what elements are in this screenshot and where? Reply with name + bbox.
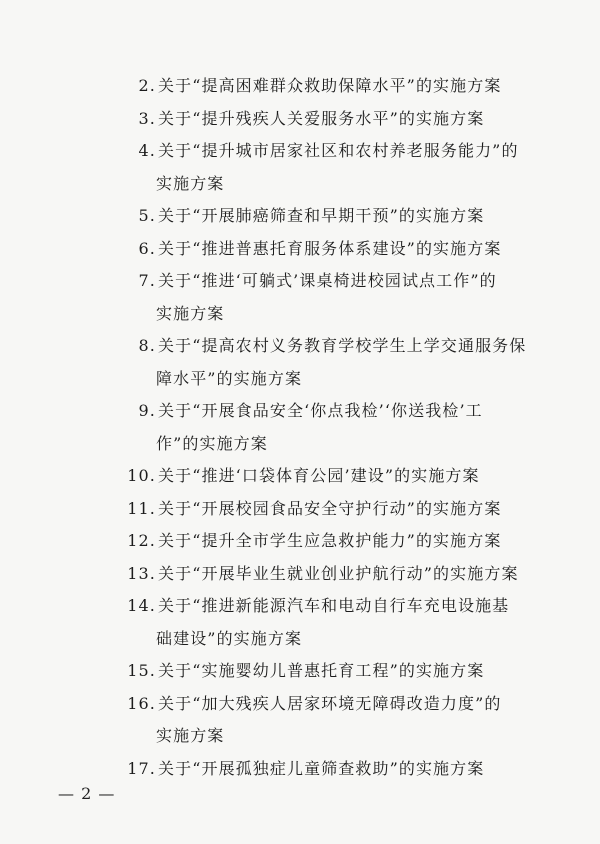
- item-number: 16.: [127, 693, 156, 713]
- list-item: [127, 590, 550, 655]
- plan-list: [127, 70, 550, 785]
- list-item: [130, 265, 550, 330]
- item-text: 关于“提升城市居家社区和农村养老服务能力”的: [158, 141, 519, 160]
- list-item: [127, 753, 550, 786]
- item-text: 关于“推进普惠托育服务体系建设”的实施方案: [158, 238, 502, 258]
- item-text-continued: 障水平”的实施方案: [156, 368, 303, 388]
- item-number: 17.: [127, 758, 156, 778]
- list-item: [130, 135, 550, 200]
- list-item: [130, 233, 550, 266]
- item-number: 12.: [127, 531, 156, 550]
- item-text: 关于“提升全市学生应急救护能力”的实施方案: [158, 531, 502, 550]
- item-text: 关于“实施婴幼儿普惠托育工程”的实施方案: [158, 661, 485, 680]
- item-text-continued: 础建设”的实施方案: [156, 628, 303, 648]
- item-text: 关于“推进新能源汽车和电动自行车充电设施基: [158, 596, 510, 615]
- list-item: [130, 330, 550, 395]
- item-text: 关于“推进‘口袋体育公园’建设”的实施方案: [158, 466, 480, 485]
- list-item: [127, 655, 550, 688]
- list-item: [127, 688, 550, 753]
- list-item: [130, 103, 550, 136]
- item-number: 5.: [138, 206, 156, 225]
- item-text: 关于“推进‘可躺式’课桌椅进校园试点工作”的: [158, 271, 497, 290]
- item-text: 关于“开展校园食品安全守护行动”的实施方案: [158, 498, 502, 518]
- item-number: 8.: [138, 336, 156, 355]
- item-text: 关于“开展毕业生就业创业护航行动”的实施方案: [158, 563, 519, 583]
- item-number: 11.: [127, 498, 156, 518]
- item-text: 关于“提高农村义务教育学校学生上学交通服务保: [158, 336, 527, 355]
- item-text: 关于“开展肺癌筛查和早期干预”的实施方案: [158, 206, 485, 225]
- item-number: 7.: [138, 271, 156, 290]
- item-number: 15.: [127, 661, 156, 680]
- item-text: 关于“提高困难群众救助保障水平”的实施方案: [158, 76, 502, 95]
- item-text-continued: 实施方案: [156, 303, 225, 323]
- item-number: 3.: [138, 108, 156, 128]
- item-text: 关于“开展食品安全‘你点我检’‘你送我检’工: [158, 401, 483, 420]
- item-number: 2.: [138, 76, 156, 95]
- list-item: [127, 558, 550, 591]
- item-number: 10.: [127, 466, 156, 485]
- item-text: 关于“开展孤独症儿童筛查救助”的实施方案: [158, 758, 485, 778]
- item-text-continued: 实施方案: [156, 726, 225, 745]
- item-number: 4.: [138, 141, 156, 160]
- item-number: 6.: [138, 238, 156, 258]
- item-text-continued: 实施方案: [156, 173, 225, 193]
- page-number: — 2 —: [58, 784, 116, 803]
- list-item: [130, 200, 550, 233]
- list-item: [127, 525, 550, 558]
- list-item: [130, 395, 550, 460]
- item-number: 9.: [138, 401, 156, 420]
- list-item: [127, 460, 550, 493]
- list-item: [127, 493, 550, 526]
- item-number: 14.: [127, 596, 156, 615]
- item-text: 关于“加大残疾人居家环境无障碍改造力度”的: [158, 693, 502, 713]
- item-number: 13.: [127, 563, 156, 583]
- list-item: [130, 70, 550, 103]
- item-text-continued: 作”的实施方案: [156, 433, 268, 453]
- item-text: 关于“提升残疾人关爱服务水平”的实施方案: [158, 108, 485, 128]
